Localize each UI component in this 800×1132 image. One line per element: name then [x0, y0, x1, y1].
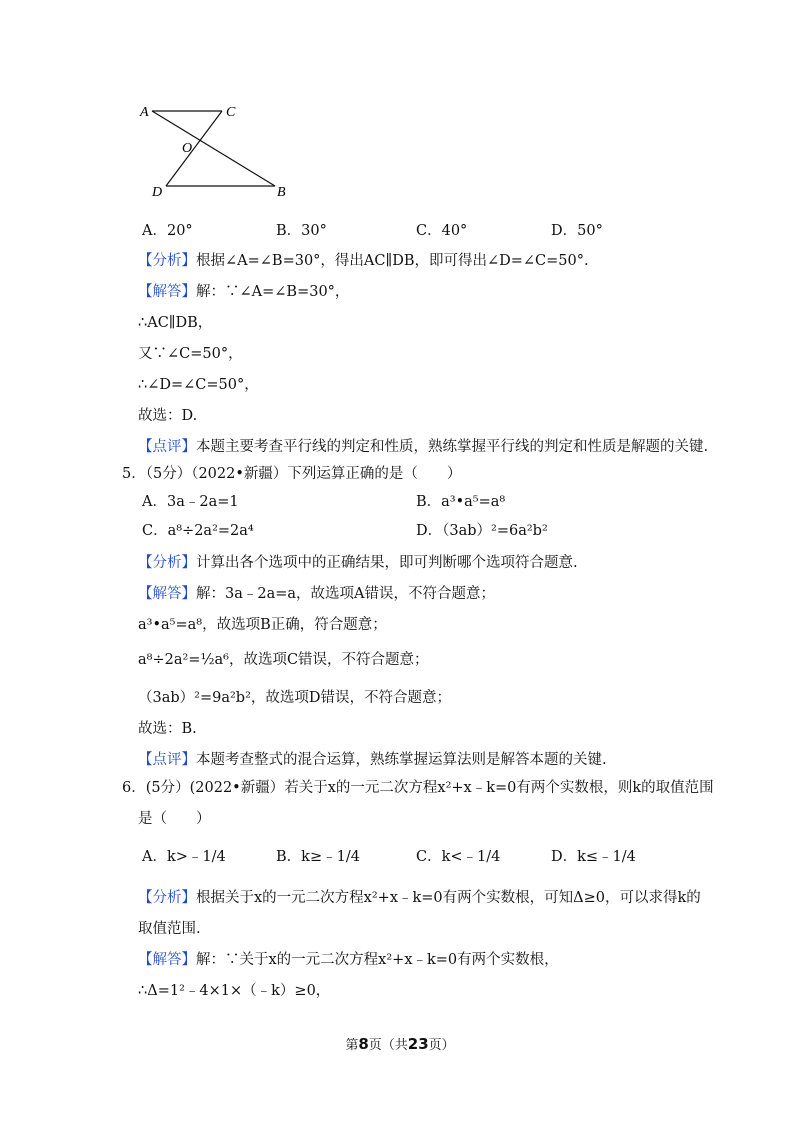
geometry-figure [130, 96, 300, 206]
q5-analysis: 【分析】计算出各个选项中的正确结果，即可判断哪个选项符合题意. [138, 555, 578, 571]
q5-solution-line-3: a⁸÷2a²=½a⁶，故选项C错误，不符合题意； [138, 652, 429, 668]
solution-tag: 【解答】 [138, 586, 196, 602]
q5-solution-line-2: a³•a⁵=a⁸，故选项B正确，符合题意； [138, 617, 387, 633]
q6-solution-line-1: 【解答】解：∵关于x的一元二次方程x²+x﹣k=0有两个实数根， [138, 952, 559, 968]
q6-analysis-line-1: 【分析】根据关于x的一元二次方程x²+x﹣k=0有两个实数根，可知Δ≥0，可以求得k的 [138, 890, 701, 906]
q4-option-a: A．20° [142, 223, 193, 239]
page-footer: 第8页（共23页） [345, 1035, 455, 1053]
q4-solution-line-1: 【解答】解：∵∠A=∠B=30°， [138, 284, 350, 300]
q4-option-b: B．30° [276, 223, 327, 239]
q5-option-a: A．3a﹣2a=1 [142, 494, 239, 510]
q4-option-c: C．40° [416, 223, 468, 239]
q6-stem-line-1: 6．(5分）(2022•新疆）若关于x的一元二次方程x²+x﹣k=0有两个实数根，则k的取值范围 [122, 780, 714, 796]
analysis-tag: 【分析】 [138, 555, 196, 571]
q6-stem-line-2: 是（ ） [138, 811, 211, 827]
solution-tag: 【解答】 [138, 284, 196, 300]
analysis-tag: 【分析】 [138, 890, 196, 906]
q5-solution-line-1: 【解答】解：3a﹣2a=a，故选项A错误，不符合题意； [138, 586, 496, 602]
analysis-tag: 【分析】 [138, 253, 196, 269]
total-pages: 23 [407, 1035, 429, 1053]
label-c: C [226, 105, 236, 120]
q4-comment: 【点评】本题主要考查平行线的判定和性质，熟练掌握平行线的判定和性质是解题的关键. [138, 439, 709, 455]
q6-option-c: C．k<﹣1/4 [416, 849, 501, 865]
q6-option-a: A．k>﹣1/4 [142, 849, 226, 865]
label-o: O [182, 141, 193, 156]
q6-option-b: B．k≥﹣1/4 [276, 849, 360, 865]
q4-analysis: 【分析】根据∠A=∠B=30°，得出AC∥DB，即可得出∠D=∠C=50°. [138, 253, 589, 269]
comment-tag: 【点评】 [138, 752, 196, 768]
comment-tag: 【点评】 [138, 439, 196, 455]
q4-solution-line-5: 故选：D. [138, 408, 198, 424]
q4-solution-line-2: ∴AC∥DB， [138, 315, 213, 331]
q5-comment: 【点评】本题考查整式的混合运算，熟练掌握运算法则是解答本题的关键. [138, 752, 607, 768]
solution-tag: 【解答】 [138, 952, 196, 968]
q5-option-c: C．a⁸÷2a²=2a⁴ [142, 523, 254, 539]
q5-solution-line-4: （3ab）²=9a²b²，故选项D错误，不符合题意； [138, 690, 452, 706]
q5-solution-line-5: 故选：B. [138, 721, 197, 737]
current-page: 8 [358, 1035, 369, 1053]
q6-solution-line-2: ∴Δ=1²﹣4×1×（﹣k）≥0， [138, 983, 331, 999]
q5-option-b: B．a³•a⁵=a⁸ [416, 494, 506, 510]
q4-solution-line-4: ∴∠D=∠C=50°， [138, 377, 259, 393]
q6-analysis-line-2: 取值范围. [138, 921, 201, 937]
q4-solution-line-3: 又∵∠C=50°， [138, 346, 243, 362]
q4-option-d: D．50° [551, 223, 603, 239]
label-b: B [277, 185, 286, 200]
label-d: D [152, 185, 163, 200]
q6-option-d: D．k≤﹣1/4 [551, 849, 636, 865]
q5-option-d: D．（3ab）²=6a²b² [416, 523, 548, 539]
label-a: A [140, 105, 149, 120]
q5-stem: 5．（5分）（2022•新疆）下列运算正确的是（ ） [122, 466, 462, 482]
